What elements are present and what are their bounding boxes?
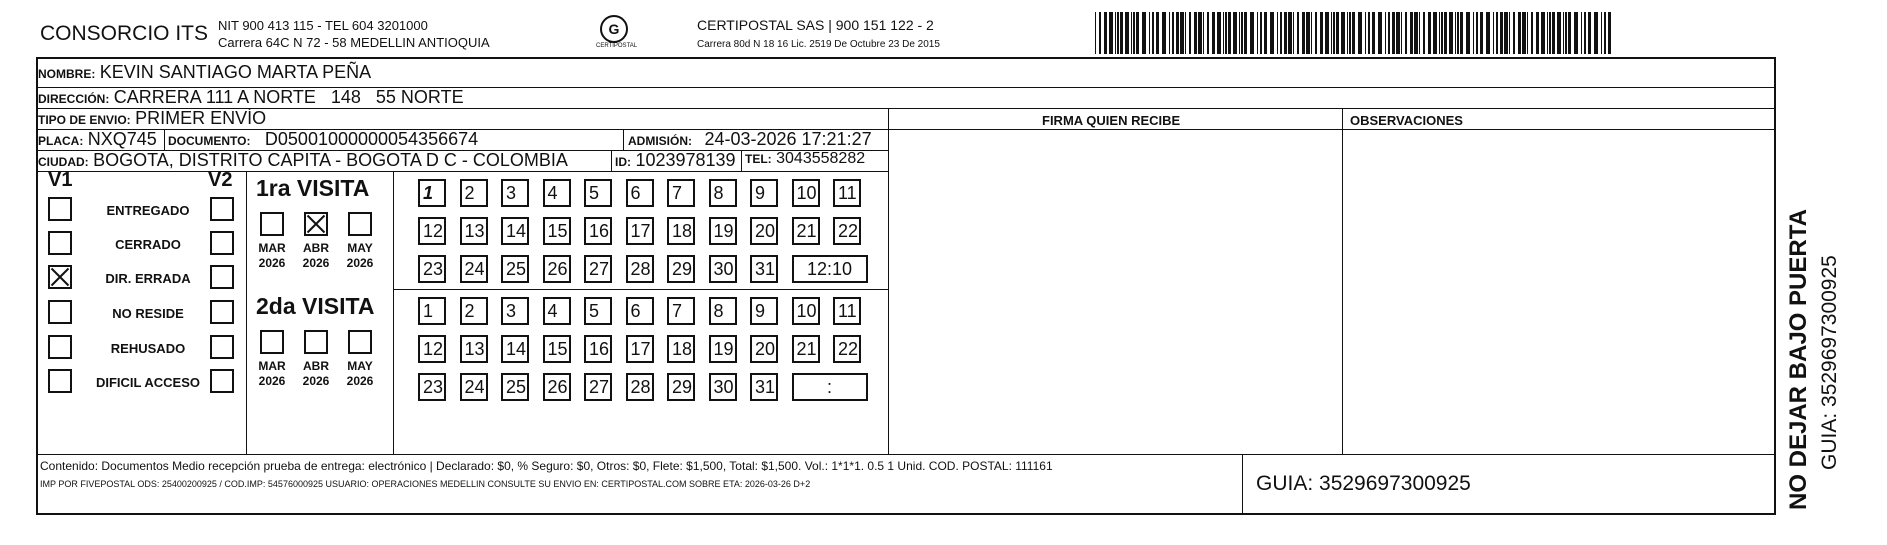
v1-checkbox[interactable]	[48, 300, 72, 324]
firma-header: FIRMA QUIEN RECIBE	[1042, 113, 1181, 128]
day-box[interactable]: 23	[418, 255, 446, 283]
placa-label: PLACA:	[38, 134, 84, 148]
month-checkbox[interactable]	[304, 330, 328, 354]
time-box[interactable]: 12:10	[792, 255, 868, 283]
v1-checkbox[interactable]	[48, 231, 72, 255]
day-box[interactable]: 8	[709, 297, 737, 325]
day-box[interactable]: 27	[584, 373, 612, 401]
day-box[interactable]: 26	[543, 373, 571, 401]
month-label: MAR 2026	[258, 359, 286, 388]
certipostal-line2: Carrera 80d N 18 16 Lic. 2519 De Octubre 23 De 2015	[697, 39, 940, 50]
admision-label: ADMISIÓN:	[628, 134, 692, 148]
v1-checkbox[interactable]	[48, 265, 72, 289]
admision-row	[628, 129, 872, 150]
day-box[interactable]: 4	[543, 297, 571, 325]
day-box[interactable]: 18	[667, 217, 695, 245]
day-box[interactable]: 7	[667, 297, 695, 325]
day-box[interactable]: 20	[750, 217, 778, 245]
ciudad-value: BOGOTA, DISTRITO CAPITA - BOGOTA D C - COLOMBIA	[93, 150, 568, 170]
v2-checkbox[interactable]	[210, 369, 234, 393]
day-box[interactable]: 13	[460, 217, 488, 245]
month-label: MAY 2026	[346, 241, 374, 270]
month-checkbox[interactable]	[348, 330, 372, 354]
company-info	[218, 17, 490, 51]
day-box[interactable]: 3	[501, 179, 529, 207]
day-box[interactable]: 11	[833, 297, 861, 325]
address-line: Carrera 64C N 72 - 58 MEDELLIN ANTIOQUIA	[218, 35, 490, 50]
v2-checkbox[interactable]	[210, 197, 234, 221]
day-box[interactable]: 29	[667, 255, 695, 283]
month-checkbox[interactable]	[260, 212, 284, 236]
v1-checkbox[interactable]	[48, 369, 72, 393]
footer-content: Contenido: Documentos Medio recepción prueba de entrega: electrónico | Declarado: $0, % Seguro: $0, Otros: $0, Flete: $1,500, Total: $1,500. Vol.: 1*1*1. 0.5 1 Unid. COD. POSTAL: 111161	[40, 459, 1053, 473]
day-box[interactable]: 19	[709, 217, 737, 245]
day-box[interactable]: 9	[750, 179, 778, 207]
day-box[interactable]: 1	[418, 179, 446, 207]
id-label: ID:	[615, 155, 631, 169]
day-box[interactable]: 12	[418, 217, 446, 245]
nombre-label: NOMBRE:	[38, 67, 96, 81]
barcode	[1095, 12, 1615, 54]
day-box[interactable]: 24	[460, 255, 488, 283]
tipo-value: PRIMER ENVÍO	[135, 108, 267, 128]
ciudad-row	[38, 150, 568, 171]
day-box[interactable]: 13	[460, 335, 488, 363]
day-box[interactable]: 1	[418, 297, 446, 325]
tel-value: 3043558282	[776, 150, 866, 167]
day-box[interactable]: 28	[626, 255, 654, 283]
v2-header: V2	[208, 169, 233, 191]
day-box[interactable]: 31	[750, 373, 778, 401]
day-box[interactable]: 10	[792, 179, 820, 207]
placa-row	[38, 129, 157, 150]
day-box[interactable]: 8	[709, 179, 737, 207]
day-box[interactable]: 3	[501, 297, 529, 325]
day-box[interactable]: 23	[418, 373, 446, 401]
day-box[interactable]: 28	[626, 373, 654, 401]
day-box[interactable]: 25	[501, 373, 529, 401]
tel-label: TEL:	[745, 152, 772, 166]
ciudad-label: CIUDAD:	[38, 155, 89, 169]
day-box[interactable]: 22	[833, 217, 861, 245]
day-box[interactable]: 29	[667, 373, 695, 401]
tipo-row	[38, 108, 266, 129]
day-box[interactable]: 22	[833, 335, 861, 363]
status-label: REHUSADO	[110, 341, 186, 356]
day-box[interactable]: 5	[584, 179, 612, 207]
v2-checkbox[interactable]	[210, 265, 234, 289]
v1-header: V1	[48, 169, 73, 191]
day-box[interactable]: 2	[460, 297, 488, 325]
day-box[interactable]: 27	[584, 255, 612, 283]
side-guia: GUIA: 3529697300925	[1818, 255, 1841, 470]
status-label: DIFICIL ACCESO	[95, 375, 200, 390]
day-box[interactable]: 24	[460, 373, 488, 401]
certipostal-logo: G CERTIPOSTAL	[596, 15, 632, 51]
v2-checkbox[interactable]	[210, 300, 234, 324]
status-label: NO RESIDE	[112, 306, 184, 321]
day-box[interactable]: 15	[543, 217, 571, 245]
placa-value: NXQ745	[87, 129, 157, 149]
visit-title: 1ra VISITA	[256, 175, 370, 201]
nombre-row	[38, 62, 371, 83]
day-box[interactable]: 25	[501, 255, 529, 283]
nombre-value: KEVIN SANTIAGO MARTA PEÑA	[99, 62, 372, 82]
direccion-value: CARRERA 111 A NORTE 148 55 NORTE	[113, 87, 464, 107]
v1-checkbox[interactable]	[48, 197, 72, 221]
day-box[interactable]: 6	[626, 179, 654, 207]
id-row	[615, 150, 736, 171]
status-label: ENTREGADO	[106, 203, 190, 218]
day-box[interactable]: 21	[792, 335, 820, 363]
id-value: 1023978139	[635, 150, 736, 170]
v2-checkbox[interactable]	[210, 335, 234, 359]
day-box[interactable]: 18	[667, 335, 695, 363]
nit-line: NIT 900 413 115 - TEL 604 3201000	[218, 18, 428, 33]
month-checkbox[interactable]	[304, 212, 328, 236]
month-label: ABR 2026	[302, 359, 330, 388]
guia-number: GUIA: 3529697300925	[1256, 472, 1471, 495]
certipostal-line1: CERTIPOSTAL SAS | 900 151 122 - 2	[697, 17, 934, 33]
day-box[interactable]: 15	[543, 335, 571, 363]
month-label: ABR 2026	[302, 241, 330, 270]
shipping-form	[36, 57, 1776, 515]
day-box[interactable]: 9	[750, 297, 778, 325]
day-box[interactable]: 2	[460, 179, 488, 207]
day-box[interactable]: 10	[792, 297, 820, 325]
day-box[interactable]: 19	[709, 335, 737, 363]
documento-label: DOCUMENTO:	[168, 134, 251, 148]
day-box[interactable]: 14	[501, 217, 529, 245]
v1-checkbox[interactable]	[48, 335, 72, 359]
month-checkbox[interactable]	[260, 330, 284, 354]
observaciones-header: OBSERVACIONES	[1350, 113, 1463, 128]
tipo-label: TIPO DE ENVIO:	[38, 113, 131, 127]
visit-title: 2da VISITA	[256, 293, 375, 319]
day-box[interactable]: 11	[833, 179, 861, 207]
tel-row	[745, 150, 865, 168]
documento-value: D05001000000054356674	[264, 129, 479, 149]
direccion-label: DIRECCIÓN:	[38, 92, 110, 106]
footer-print-info: IMP POR FIVEPOSTAL ODS: 25400200925 / COD.IMP: 54576000925 USUARIO: OPERACIONES MEDELLIN CONSULTE SU ENVIO EN: CERTIPOSTAL.COM SOBRE ETA: 2026-03-26 D+2	[40, 479, 811, 489]
no-dejar-bajo-puerta: NO DEJAR BAJO PUERTA	[1785, 209, 1812, 510]
admision-value: 24-03-2026 17:21:27	[704, 129, 872, 149]
day-box[interactable]: 26	[543, 255, 571, 283]
logo-text: CERTIPOSTAL	[596, 43, 638, 49]
month-checkbox[interactable]	[348, 212, 372, 236]
day-box[interactable]: 17	[626, 217, 654, 245]
documento-row	[168, 129, 478, 150]
month-label: MAY 2026	[346, 359, 374, 388]
certipostal-info	[697, 17, 940, 53]
day-box[interactable]: 6	[626, 297, 654, 325]
time-box[interactable]: :	[792, 373, 868, 401]
day-box[interactable]: 31	[750, 255, 778, 283]
day-box[interactable]: 14	[501, 335, 529, 363]
day-box[interactable]: 30	[709, 255, 737, 283]
status-label: DIR. ERRADA	[105, 271, 191, 286]
day-box[interactable]: 17	[626, 335, 654, 363]
day-box[interactable]: 12	[418, 335, 446, 363]
day-box[interactable]: 7	[667, 179, 695, 207]
day-box[interactable]: 4	[543, 179, 571, 207]
day-box[interactable]: 16	[584, 217, 612, 245]
month-label: MAR 2026	[258, 241, 286, 270]
status-label: CERRADO	[115, 237, 181, 252]
v2-checkbox[interactable]	[210, 231, 234, 255]
day-box[interactable]: 16	[584, 335, 612, 363]
day-box[interactable]: 21	[792, 217, 820, 245]
company-name: CONSORCIO ITS	[40, 22, 209, 45]
day-box[interactable]: 20	[750, 335, 778, 363]
direccion-row	[38, 87, 464, 108]
day-box[interactable]: 30	[709, 373, 737, 401]
day-box[interactable]: 5	[584, 297, 612, 325]
